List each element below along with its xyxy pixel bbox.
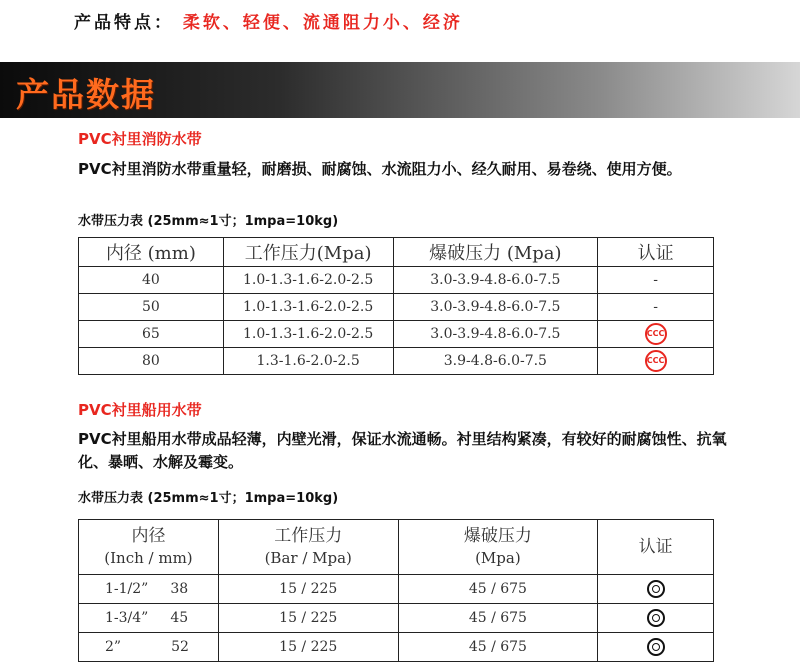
cell-burst-pressure: 45 / 675: [398, 604, 598, 633]
table-row: [79, 575, 714, 604]
features-values: 柔软、轻便、流通阻力小、经济: [182, 13, 463, 33]
certification-mark-icon: [647, 638, 665, 656]
cell-burst-pressure: 3.0-3.9-4.8-6.0-7.5: [393, 267, 598, 294]
table-row: [79, 604, 714, 633]
header-unit: (Bar / Mpa): [264, 549, 352, 567]
ccc-cert-icon: CCC: [645, 350, 667, 372]
cell-certification: -: [598, 294, 714, 321]
header-certification: 认证: [598, 238, 714, 267]
inch-value: 1-3/4”: [105, 610, 149, 626]
cell-burst-pressure: 3.0-3.9-4.8-6.0-7.5: [393, 321, 598, 348]
cell-diameter: 80: [79, 348, 224, 375]
section2-pressure-note: 水带压力表 (25mm≈1寸；1mpa=10kg): [78, 491, 339, 506]
cell-burst-pressure: 45 / 675: [398, 575, 598, 604]
cell-working-pressure: 15 / 225: [218, 575, 398, 604]
header-main: 爆破压力: [463, 526, 532, 546]
header-diameter: [79, 520, 219, 575]
ccc-cert-icon: CCC: [645, 323, 667, 345]
header-certification: 认证: [598, 520, 714, 575]
inch-value: 1-1/2”: [105, 581, 149, 597]
certification-mark-icon: [647, 609, 665, 627]
cell-diameter: [79, 575, 219, 604]
cell-working-pressure: 1.0-1.3-1.6-2.0-2.5: [223, 267, 393, 294]
table-row: [79, 267, 714, 294]
table-header-row: [79, 238, 714, 267]
section1-title: PVC衬里消防水带: [78, 130, 202, 148]
mm-value: 38: [170, 581, 189, 597]
section1-pressure-note: 水带压力表 (25mm≈1寸；1mpa=10kg): [78, 214, 339, 229]
table-header-row: [79, 520, 714, 575]
header-working-pressure: 工作压力(Mpa): [223, 238, 393, 267]
cell-diameter: 50: [79, 294, 224, 321]
section-banner: [0, 62, 800, 118]
table-row: [79, 633, 714, 662]
cell-burst-pressure: 3.9-4.8-6.0-7.5: [393, 348, 598, 375]
cell-certification: [598, 321, 714, 348]
section2-title: PVC衬里船用水带: [78, 401, 202, 419]
cell-certification: [598, 604, 714, 633]
cell-working-pressure: 1.0-1.3-1.6-2.0-2.5: [223, 294, 393, 321]
cell-diameter: 65: [79, 321, 224, 348]
header-main: 工作压力: [274, 526, 343, 546]
certification-mark-icon: [647, 580, 665, 598]
cell-diameter: [79, 604, 219, 633]
pvc-fire-hose-table: [78, 237, 714, 375]
header-unit: (Mpa): [475, 549, 521, 567]
header-burst-pressure: [398, 520, 598, 575]
header-unit: (Inch / mm): [104, 549, 193, 567]
section2-description: PVC衬里船用水带成品轻薄，内壁光滑，保证水流通畅。衬里结构紧凑，有较好的耐腐蚀性、抗氧化、暴晒、水解及霉变。: [78, 430, 727, 471]
header-diameter: 内径 (mm): [79, 238, 224, 267]
features-label: 产品特点：: [74, 13, 174, 33]
cell-certification: [598, 633, 714, 662]
cell-working-pressure: 1.0-1.3-1.6-2.0-2.5: [223, 321, 393, 348]
cell-working-pressure: 15 / 225: [218, 604, 398, 633]
cell-certification: [598, 575, 714, 604]
banner-title: 产品数据: [16, 75, 156, 114]
table-row: [79, 321, 714, 348]
cell-diameter: 40: [79, 267, 224, 294]
mm-value: 52: [171, 639, 189, 655]
cell-certification: -: [598, 267, 714, 294]
cell-burst-pressure: 3.0-3.9-4.8-6.0-7.5: [393, 294, 598, 321]
header-burst-pressure: 爆破压力 (Mpa): [393, 238, 598, 267]
section1-description: PVC衬里消防水带重量轻，耐磨损、耐腐蚀、水流阻力小、经久耐用、易卷绕、使用方便。: [78, 160, 682, 178]
table-row: [79, 348, 714, 375]
inch-value: 2”: [105, 639, 122, 655]
mm-value: 45: [170, 610, 189, 626]
cell-working-pressure: 15 / 225: [218, 633, 398, 662]
table-row: [79, 294, 714, 321]
product-features-line: [74, 8, 463, 33]
cell-working-pressure: 1.3-1.6-2.0-2.5: [223, 348, 393, 375]
header-main: 内径: [131, 526, 166, 546]
cell-burst-pressure: 45 / 675: [398, 633, 598, 662]
header-working-pressure: [218, 520, 398, 575]
pvc-marine-hose-table: [78, 519, 714, 662]
cell-diameter: [79, 633, 219, 662]
cell-certification: [598, 348, 714, 375]
